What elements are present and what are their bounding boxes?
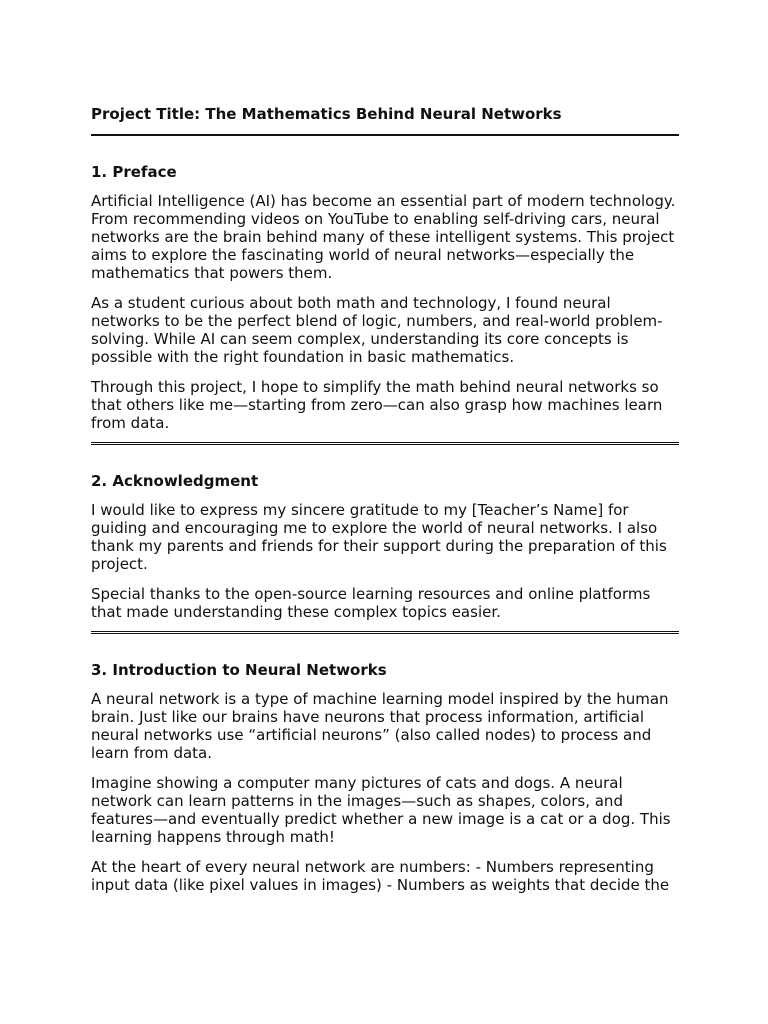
paragraph: As a student curious about both math and technology, I found neural networks to be the perfect blend of logic, numbers, and real-world problem-solving. While AI can seem complex, understanding its core concepts is possible with the right foundation in basic mathematics. [91,294,663,366]
document-page [91,104,679,894]
paragraph: Through this project, I hope to simplify the math behind neural networks so that others like me—starting from zero—can also grasp how machines learn from data. [91,378,663,432]
section-heading: 3. Introduction to Neural Networks [91,661,387,679]
paragraph: I would like to express my sincere gratitude to my [Teacher’s Name] for guiding and encouraging me to explore the world of neural networks. I also thank my parents and friends for their support during the preparation of this project. [91,501,667,573]
paragraph: A neural network is a type of machine learning model inspired by the human brain. Just like our brains have neurons that process information, artificial neural networks use “artificial neurons” (also called nodes) to process and learn from data. [91,690,669,762]
section-acknowledgment [91,471,679,621]
title-divider [91,134,679,136]
section-preface [91,162,679,432]
paragraph: Special thanks to the open-source learning resources and online platforms that made understanding these complex topics easier. [91,585,651,621]
section-divider [91,631,679,634]
paragraph: At the heart of every neural network are numbers: - Numbers representing input data (like pixel values in images) - Numbers as weights that decide the [91,858,670,894]
document-title: Project Title: The Mathematics Behind Neural Networks [91,105,562,123]
section-heading: 1. Preface [91,163,177,181]
section-heading: 2. Acknowledgment [91,472,259,490]
paragraph: Artificial Intelligence (AI) has become an essential part of modern technology. From recommending videos on YouTube to enabling self-driving cars, neural networks are the brain behind many of these intelligent systems. This project aims to explore the fascinating world of neural networks—especially the mathematics that powers them. [91,192,676,282]
section-introduction [91,660,679,894]
section-divider [91,442,679,445]
paragraph: Imagine showing a computer many pictures of cats and dogs. A neural network can learn patterns in the images—such as shapes, colors, and features—and eventually predict whether a new image is a cat or a dog. This learning happens through math! [91,774,671,846]
